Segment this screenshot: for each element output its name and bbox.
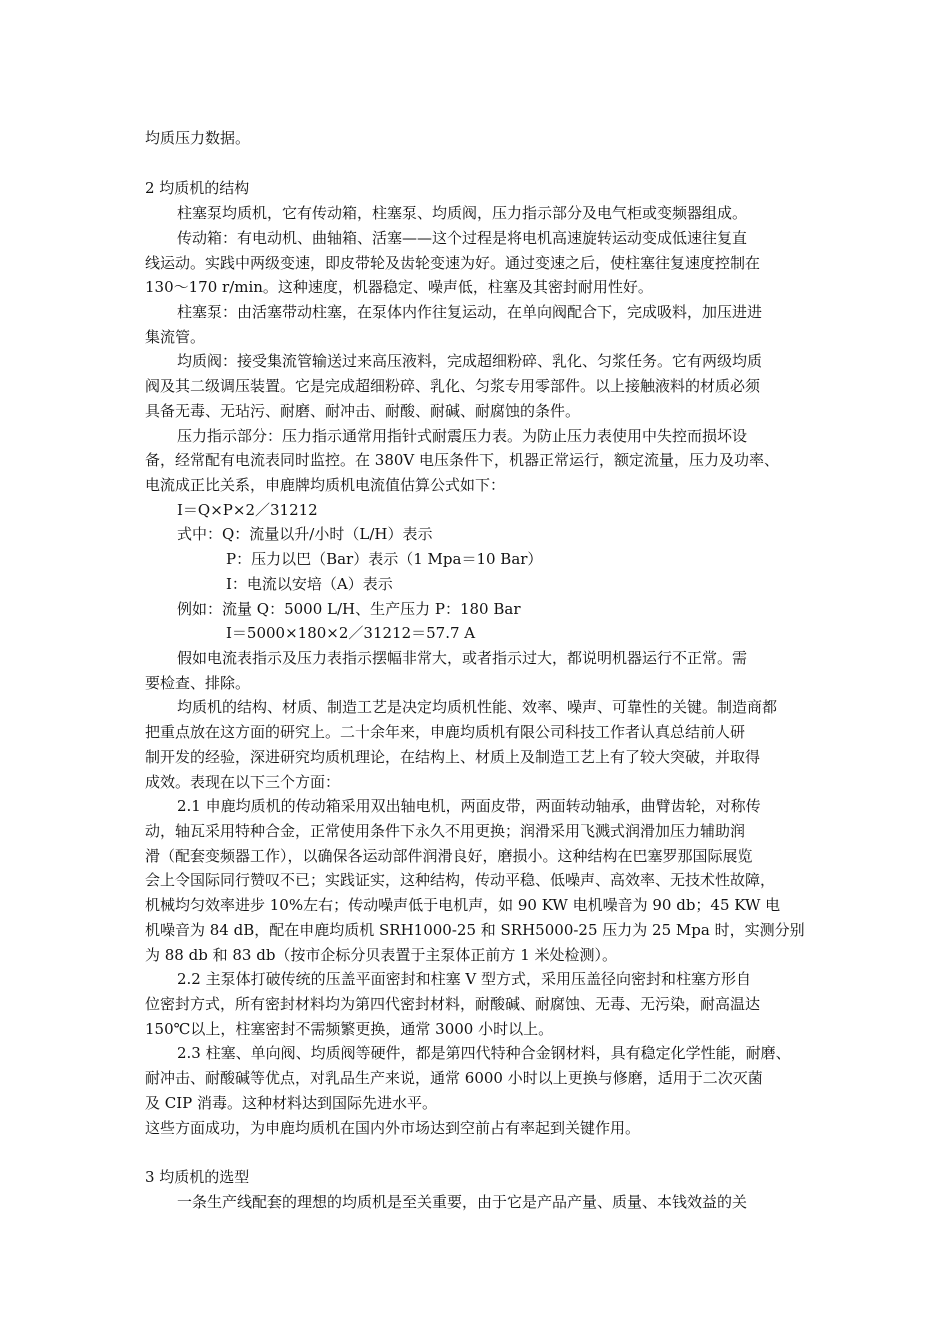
text-line: 动，轴瓦采用特种合金，正常使用条件下永久不用更换；润滑采用飞溅式润滑加压力辅助润 (145, 822, 746, 840)
text-line: 成效。表现在以下三个方面： (145, 773, 341, 791)
formula-line: I：电流以安培（A）表示 (226, 575, 393, 593)
text-line: 把重点放在这方面的研究上。二十余年来，申鹿均质机有限公司科技工作者认真总结前人研 (145, 723, 746, 741)
text-line: 及 CIP 消毒。这种材料达到国际先进水平。 (145, 1094, 438, 1112)
text-line: 滑（配套变频器工作），以确保各运动部件润滑良好，磨损小。这种结构在巴塞罗那国际展览 (145, 847, 753, 865)
formula-line: 例如：流量 Q：5000 L/H、生产压力 P：180 Bar (177, 600, 521, 618)
text-line: 这些方面成功，为申鹿均质机在国内外市场达到空前占有率起到关键作用。 (145, 1119, 641, 1137)
text-line: 2.2 主泵体打破传统的压盖平面密封和柱塞 V 型方式，采用压盖径向密封和柱塞方形自 (177, 970, 751, 988)
text-line: 要检查、排除。 (145, 674, 251, 692)
text-line: 均质机的结构、材质、制造工艺是决定均质机性能、效率、噪声、可靠性的关键。制造商都 (177, 698, 778, 716)
text-line: 均质压力数据。 (145, 129, 251, 147)
text-line: 假如电流表指示及压力表指示摆幅非常大，或者指示过大，都说明机器运行不正常。需 (177, 649, 748, 667)
text-line: 制开发的经验，深进研究均质机理论，在结构上、材质上及制造工艺上有了较大突破，并取得 (145, 748, 761, 766)
text-line: 线运动。实践中两级变速，即皮带轮及齿轮变速为好。通过变速之后，使柱塞往复速度控制在 (145, 254, 761, 272)
text-line: 备，经常配有电流表同时监控。在 380V 电压条件下，机器正常运行，额定流量，压力及功率、 (145, 451, 780, 469)
text-line: 具备无毒、无玷污、耐磨、耐冲击、耐酸、耐碱、耐腐蚀的条件。 (145, 402, 581, 420)
text-line: 传动箱：有电动机、曲轴箱、活塞——这个过程是将电机高速旋转运动变成低速往复直 (177, 229, 748, 247)
text-line: 柱塞泵均质机，它有传动箱，柱塞泵、均质阀，压力指示部分及电气柜或变频器组成。 (177, 204, 748, 222)
formula-line: I＝5000×180×2／31212＝57.7 A (226, 624, 476, 642)
text-line: 一条生产线配套的理想的均质机是至关重要，由于它是产品产量、质量、本钱效益的关 (177, 1193, 748, 1211)
text-line: 耐冲击、耐酸碱等优点，对乳品生产来说，通常 6000 小时以上更换与修磨，适用于二次灭菌 (145, 1069, 763, 1087)
formula-line: 式中：Q：流量以升/小时（L/H）表示 (177, 525, 433, 543)
formula-line: P：压力以巴（Bar）表示（1 Mpa＝10 Bar） (226, 550, 543, 568)
text-line: 130～170 r/min。这种速度，机器稳定、噪声低，柱塞及其密封耐用性好。 (145, 278, 653, 296)
text-line: 2.1 申鹿均质机的传动箱采用双出轴电机，两面皮带，两面转动轴承，曲臂齿轮，对称传 (177, 797, 761, 815)
text-line: 均质阀：接受集流管输送过来高压液料，完成超细粉碎、乳化、匀浆任务。它有两级均质 (177, 352, 763, 370)
text-line: 位密封方式，所有密封材料均为第四代密封材料，耐酸碱、耐腐蚀、无毒、无污染，耐高温达 (145, 995, 761, 1013)
text-line: 机械均匀效率进步 10%左右；传动噪声低于电机声，如 90 KW 电机噪音为 90 db；45 KW 电 (145, 896, 781, 914)
text-line: 阀及其二级调压装置。它是完成超细粉碎、乳化、匀浆专用零部件。以上接触液料的材质必须 (145, 377, 761, 395)
section-heading: 3 均质机的选型 (145, 1168, 250, 1186)
text-line: 2.3 柱塞、单向阀、均质阀等硬件，都是第四代特种合金钢材料，具有稳定化学性能，耐磨、 (177, 1044, 791, 1062)
text-line: 会上令国际同行赞叹不已；实践证实，这种结构，传动平稳、低噪声、高效率、无技术性故障， (145, 871, 776, 889)
text-line: 机噪音为 84 dB，配在申鹿均质机 SRH1000-25 和 SRH5000-25 压力为 25 Mpa 时，实测分别 (145, 921, 805, 939)
text-line: 150℃以上，柱塞密封不需频繁更换，通常 3000 小时以上。 (145, 1020, 554, 1038)
text-line: 为 88 db 和 83 db（按市企标分贝表置于主泵体正前方 1 米处检测）。 (145, 946, 618, 964)
text-line: 集流管。 (145, 328, 206, 346)
text-line: 电流成正比关系，申鹿牌均质机电流值估算公式如下： (145, 476, 506, 494)
formula-line: I＝Q×P×2／31212 (177, 501, 318, 519)
section-heading: 2 均质机的结构 (145, 179, 250, 197)
text-line: 压力指示部分：压力指示通常用指针式耐震压力表。为防止压力表使用中失控而损坏设 (177, 427, 748, 445)
text-line: 柱塞泵：由活塞带动柱塞，在泵体内作往复运动，在单向阀配合下，完成吸料，加压进进 (177, 303, 763, 321)
